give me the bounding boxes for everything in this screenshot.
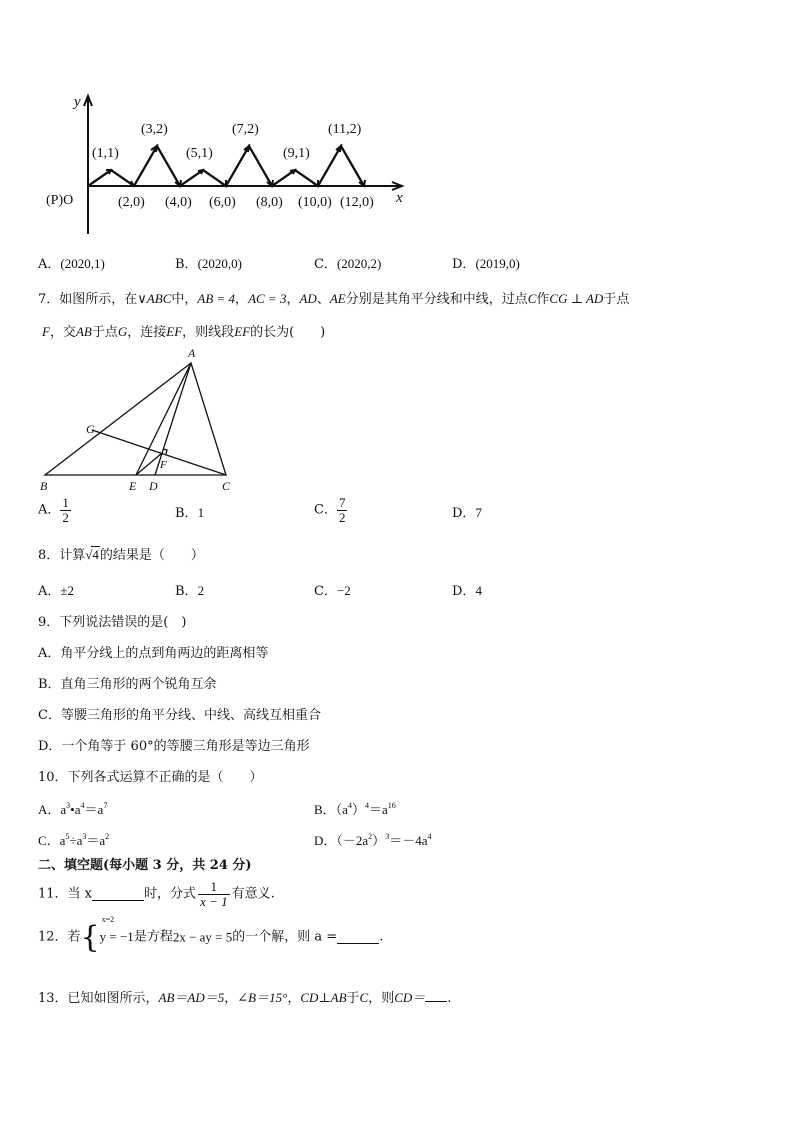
q8-option-b: B．2 <box>175 583 205 599</box>
tri-label-d: D <box>149 479 158 493</box>
q10-option-b: B．$(a^4)^4=a^{16}$ <box>314 801 396 817</box>
q11-stem: 11．当 x 时，分式 $\frac{1}{x - 1}$ 有意义. <box>38 879 275 909</box>
tri-label-b: B <box>40 479 48 493</box>
q11-answer-blank[interactable] <box>92 888 144 901</box>
tri-label-g: G <box>86 422 95 436</box>
peak-label-5: (9,1) <box>283 146 310 161</box>
peak-label-4: (7,2) <box>232 122 259 137</box>
q9-option-a: A．角平分线上的点到角两边的距离相等 <box>38 646 269 661</box>
axis-point-label-3: (6,0) <box>209 195 236 210</box>
section-heading: 二、填空题(每小题 3 分，共 24 分) <box>38 858 252 873</box>
q6-option-a: A．(2020,1) <box>38 256 105 272</box>
q12-stem: 12．若{ x=2 y = −1是方程2x − ay = 5的一个解，则 a = . <box>38 915 384 955</box>
q10-stem: 10．下列各式运算不正确的是（ ） <box>38 770 263 785</box>
path-graph-figure <box>40 88 420 240</box>
q8-option-c: C．−2 <box>314 583 351 599</box>
tri-label-f: F <box>160 459 167 471</box>
q7-option-a: A． $\frac{1}{2}$ <box>38 495 69 525</box>
tri-label-c: C <box>222 479 231 493</box>
q10-option-d: D．$(-2a^2)^3=-4a^4$ <box>314 832 432 848</box>
q6-option-b: B．(2020,0) <box>175 256 242 272</box>
q9-option-d: D．一个角等于 60°的等腰三角形是等边三角形 <box>38 739 310 754</box>
q13-answer-blank[interactable] <box>425 989 447 1002</box>
q8-option-d: D．4 <box>452 583 482 599</box>
q12-system-top: x=2 <box>101 915 115 924</box>
q12-answer-blank[interactable] <box>337 931 379 944</box>
peak-label-6: (11,2) <box>328 122 362 137</box>
q8-option-a: A．±2 <box>38 583 75 599</box>
y-axis-label: y <box>74 94 81 110</box>
axis-point-label-5: (10,0) <box>298 195 332 210</box>
q9-option-b: B．直角三角形的两个锐角互余 <box>38 677 217 692</box>
axis-point-label-1: (2,0) <box>118 195 145 210</box>
q7-option-d: D．7 <box>452 505 482 521</box>
q10-option-a: A．$a^3•a^4=a^7$ <box>38 801 108 817</box>
tri-label-a: A <box>188 346 196 360</box>
tri-label-e: E <box>129 479 137 493</box>
q10-option-c: C．$a^5\div a^3=a^2$ <box>38 832 110 848</box>
q9-option-c: C．等腰三角形的角平分线、中线、高线互相重合 <box>38 708 321 723</box>
q7-option-b: B．1 <box>175 505 205 521</box>
q9-stem: 9．下列说法错误的是( ) <box>38 615 187 630</box>
axis-point-label-4: (8,0) <box>256 195 283 210</box>
q7-stem-line2: F，交AB于点G，连接EF，则线段EF的长为( ) <box>42 324 326 340</box>
axis-point-label-6: (12,0) <box>340 195 374 210</box>
peak-label-2: (3,2) <box>141 122 168 137</box>
peak-label-1: (1,1) <box>92 146 119 161</box>
q7-stem-line1: 7．如图所示，在∨ABC中，AB = 4，AC = 3，AD、AE分别是其角平分线和中线，过点C作CG ⊥ AD于点 <box>38 291 630 307</box>
q12-system-bottom: y = −1 <box>99 929 134 944</box>
q8-stem: 8．计算√4的结果是（ ） <box>38 547 204 563</box>
q13-stem: 13．已知如图所示，AB＝AD＝5，∠B＝15°，CD⊥AB于C，则CD＝ . <box>38 990 452 1006</box>
q6-option-c: C．(2020,2) <box>314 256 382 272</box>
triangle-figure <box>36 346 246 492</box>
x-axis-label: x <box>396 190 403 206</box>
q6-option-d: D．(2019,0) <box>452 256 520 272</box>
axis-point-label-2: (4,0) <box>165 195 192 210</box>
origin-label: (P)O <box>46 193 74 208</box>
q7-option-c: C． $\frac{7}{2}$ <box>314 495 346 525</box>
peak-label-3: (5,1) <box>186 146 213 161</box>
